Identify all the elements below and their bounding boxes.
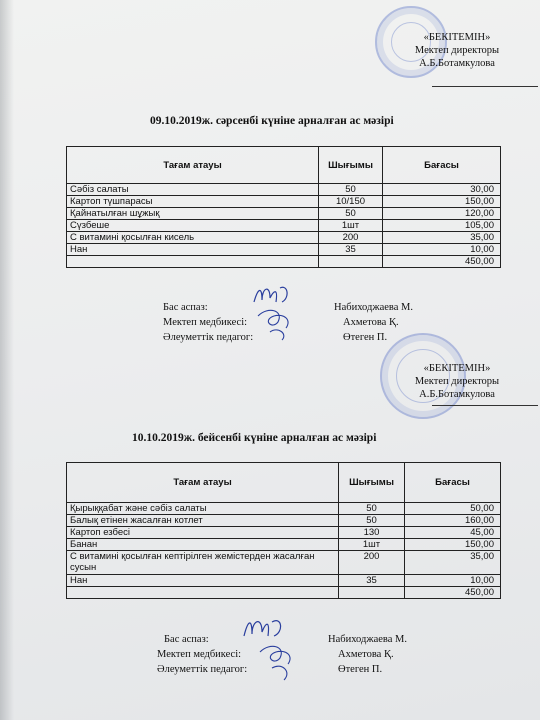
price-header: Бағасы <box>405 463 501 503</box>
signature-role: Мектеп медбикесі: <box>163 317 248 328</box>
signature-role: Бас аспаз: <box>164 634 209 645</box>
dish-cell: С витамині қосылған кептірілген жемістерден жасалған сусын <box>67 551 339 575</box>
approval-name: А.Б.Ботамкулова <box>419 58 495 69</box>
portion-cell: 50 <box>339 503 405 515</box>
portion-cell: 1шт <box>339 539 405 551</box>
price-cell: 10,00 <box>405 575 501 587</box>
portion-cell: 50 <box>339 515 405 527</box>
dish-cell: Картоп түшпарасы <box>67 196 319 208</box>
price-cell: 50,00 <box>405 503 501 515</box>
table-row <box>67 503 501 515</box>
dish-cell: С витамині қосылған кисель <box>67 232 319 244</box>
page-edge-shadow <box>0 0 14 720</box>
price-cell: 150,00 <box>383 196 501 208</box>
table-row <box>67 515 501 527</box>
approval-name: А.Б.Ботамкулова <box>419 389 495 400</box>
empty-cell <box>67 256 319 268</box>
menu-table <box>66 462 501 599</box>
table-row <box>67 551 501 575</box>
approval-title: «БЕКІТЕМІН» <box>423 32 491 43</box>
portion-cell: 200 <box>339 551 405 575</box>
price-cell: 30,00 <box>383 184 501 196</box>
dish-header: Тағам атауы <box>67 147 319 184</box>
empty-cell <box>339 587 405 599</box>
approval-title: «БЕКІТЕМІН» <box>423 363 491 374</box>
portion-cell: 1шт <box>319 220 383 232</box>
approval-underline <box>432 405 538 406</box>
dish-cell: Балық етінен жасалған котлет <box>67 515 339 527</box>
signature-role: Әлеуметтік педагог: <box>157 664 248 675</box>
dish-cell: Нан <box>67 244 319 256</box>
signature-name: Өтеген П. <box>343 332 388 343</box>
portion-cell: 130 <box>339 527 405 539</box>
portion-header: Шығымы <box>319 147 383 184</box>
table-header-row <box>67 463 501 503</box>
dish-header: Тағам атауы <box>67 463 339 503</box>
price-cell: 160,00 <box>405 515 501 527</box>
table-row <box>67 539 501 551</box>
menu-title: 10.10.2019ж. бейсенбі күніне арналған ас мәзірі <box>132 432 377 444</box>
empty-cell <box>67 587 339 599</box>
approval-role: Мектеп директоры <box>414 376 500 387</box>
table-row <box>67 232 501 244</box>
empty-cell <box>319 256 383 268</box>
portion-cell: 200 <box>319 232 383 244</box>
signature-role: Бас аспаз: <box>163 302 208 313</box>
total-cell: 450,00 <box>405 587 501 599</box>
portion-cell: 10/150 <box>319 196 383 208</box>
total-cell: 450,00 <box>383 256 501 268</box>
price-cell: 105,00 <box>383 220 501 232</box>
approval-block <box>382 362 532 401</box>
portion-cell: 35 <box>319 244 383 256</box>
table-row <box>67 244 501 256</box>
signature-name: Набиходжаева М. <box>334 302 413 313</box>
dish-cell: Сәбіз салаты <box>67 184 319 196</box>
price-header: Бағасы <box>383 147 501 184</box>
portion-header: Шығымы <box>339 463 405 503</box>
signature-name: Ахметова Қ. <box>343 317 399 328</box>
dish-cell: Картоп езбесі <box>67 527 339 539</box>
menu-title: 09.10.2019ж. сәрсенбі күніне арналған ас мәзірі <box>150 115 394 127</box>
price-cell: 10,00 <box>383 244 501 256</box>
signature-name: Набиходжаева М. <box>328 634 407 645</box>
approval-block <box>382 31 532 70</box>
signature-role: Әлеуметтік педагог: <box>163 332 254 343</box>
table-header-row <box>67 147 501 184</box>
dish-cell: Қырыққабат және сәбіз салаты <box>67 503 339 515</box>
table-row <box>67 196 501 208</box>
table-row <box>67 208 501 220</box>
signature-name: Ахметова Қ. <box>338 649 394 660</box>
total-row <box>67 256 501 268</box>
portion-cell: 50 <box>319 184 383 196</box>
total-row <box>67 587 501 599</box>
portion-cell: 50 <box>319 208 383 220</box>
approval-role: Мектеп директоры <box>414 45 500 56</box>
table-row <box>67 575 501 587</box>
price-cell: 35,00 <box>383 232 501 244</box>
price-cell: 150,00 <box>405 539 501 551</box>
signature-role: Мектеп медбикесі: <box>157 649 242 660</box>
price-cell: 35,00 <box>405 551 501 575</box>
dish-cell: Банан <box>67 539 339 551</box>
dish-cell: Нан <box>67 575 339 587</box>
handwritten-signature <box>236 612 312 688</box>
portion-cell: 35 <box>339 575 405 587</box>
handwritten-signature <box>248 280 308 352</box>
approval-underline <box>432 86 538 87</box>
price-cell: 120,00 <box>383 208 501 220</box>
dish-cell: Қайнатылған шұжық <box>67 208 319 220</box>
table-row <box>67 184 501 196</box>
price-cell: 45,00 <box>405 527 501 539</box>
menu-table <box>66 146 501 268</box>
table-row <box>67 527 501 539</box>
signature-name: Өтеген П. <box>338 664 383 675</box>
dish-cell: Сүзбеше <box>67 220 319 232</box>
table-row <box>67 220 501 232</box>
